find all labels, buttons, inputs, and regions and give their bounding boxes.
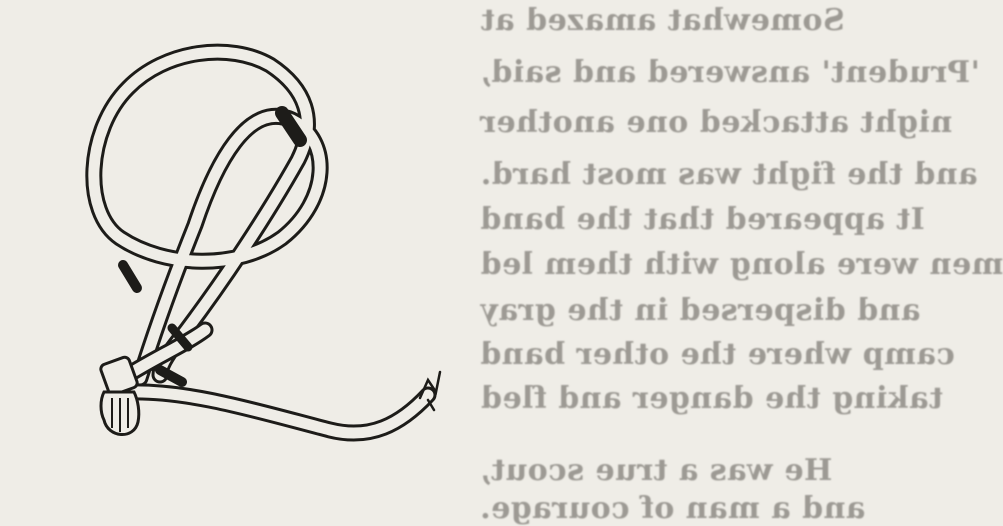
- whip-cap: [99, 356, 138, 435]
- bleed-line-11: He was a true scout,: [480, 453, 833, 488]
- whip-illustration: [0, 0, 474, 510]
- bleed-line-9: taking the danger and fled: [480, 381, 943, 416]
- bleed-line-3: night attacked one another: [480, 105, 953, 140]
- bleed-line-5: It appeared that the band: [480, 202, 925, 237]
- bleed-line-1: Somewhat amazed at: [480, 3, 845, 38]
- bleed-line-12: and a man of courage.: [480, 491, 866, 526]
- bleed-line-6: men were along with them led: [480, 247, 1003, 282]
- bleed-line-2: 'Prudent' answered and said,: [480, 55, 980, 90]
- band-left: [123, 265, 137, 288]
- whip-lash: [94, 52, 428, 433]
- bleed-line-7: and dispersed in the gray: [480, 293, 921, 328]
- bleed-line-8: camp where the other band: [480, 337, 955, 372]
- bleed-line-4: and the fight was most hard.: [480, 157, 978, 192]
